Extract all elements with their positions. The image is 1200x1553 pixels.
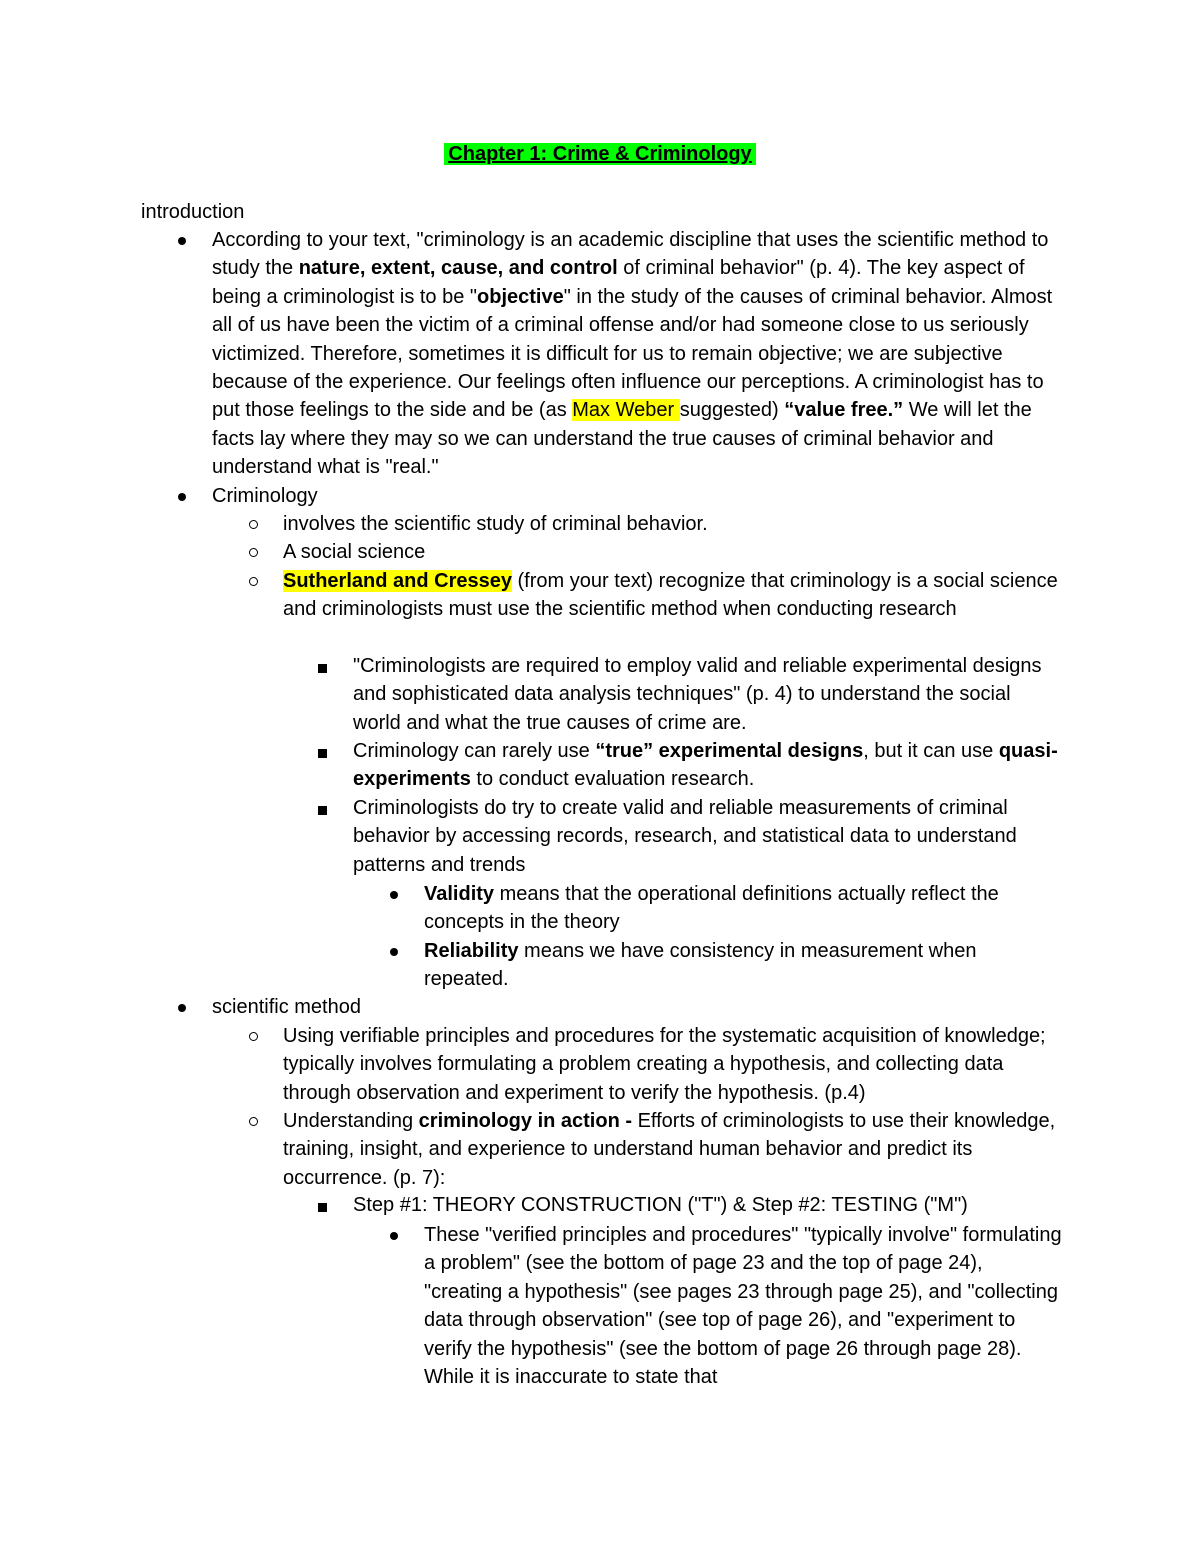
bullet-square [318, 806, 327, 815]
sq2-text: to conduct evaluation research. [470, 768, 755, 791]
chapter-title [0, 140, 1200, 168]
bold-criminology-in-action: criminology in action - [418, 1110, 638, 1132]
validity-text: means that the operational definitions actually reflect the concepts in the theory [424, 883, 999, 934]
bullet-dot [178, 1004, 186, 1012]
bullet-square [318, 664, 327, 673]
highlight-max-weber: Max Weber [572, 399, 680, 422]
bold-reliability: Reliability [424, 940, 519, 962]
criminology-sq2 [353, 737, 1063, 794]
bullet-dot [390, 948, 398, 956]
bullet-square [318, 749, 327, 758]
chapter-title-text: Chapter 1: Crime & Criminology [444, 143, 755, 165]
scientific-sub2 [283, 1107, 1063, 1192]
bold-validity: Validity [424, 883, 495, 905]
intro-text: We will let the facts lay where they may so we can understand the true causes of criminal behavior and understand what is "real." [212, 399, 1032, 479]
bullet-dot [178, 493, 186, 501]
criminology-sq3: Criminologists do try to create valid and reliable measurements of criminal behavior by accessing records, research, and statistical data to understand patterns and trends [353, 797, 1017, 876]
sub2-text: Efforts of criminologists to use their knowledge, training, insight, and experience to understand human behavior and predict its occurrence. (p. 7): [283, 1110, 1056, 1189]
bullet-circle [249, 577, 258, 586]
intro-text: According to your text, "criminology is an academic discipline that uses the scientific method to study the [212, 229, 1049, 280]
bullet-dot [390, 891, 398, 899]
intro-bold-nature: nature, extent, cause, and control [298, 257, 618, 280]
bullet-circle [249, 1117, 258, 1126]
bullet-circle [249, 548, 258, 557]
reliability-text: means we have consistency in measurement when repeated. [424, 940, 977, 991]
bullet-circle [249, 520, 258, 529]
sq2-bold-quasi: quasi-experiments [353, 740, 1058, 791]
bullet-circle [249, 1032, 258, 1041]
section-label-introduction: introduction [141, 201, 245, 223]
intro-bold-value-free: “value free.” [784, 399, 904, 422]
criminology-sub1: involves the scientific study of criminal behavior. [283, 513, 708, 535]
sub2-text: Understanding [283, 1110, 419, 1132]
bullet-dot [178, 237, 186, 245]
scientific-method-label: scientific method [212, 996, 361, 1018]
reliability-item [424, 937, 1064, 994]
criminology-sub2: A social science [283, 541, 426, 563]
sub3-text: (from your text) recognize that criminology is a social science and criminologists must use the scientific method when conducting research [283, 570, 1058, 621]
intro-text: " in the study of the causes of criminal behavior. Almost all of us have been the victim of a criminal offense and/or had someone close to us seriously victimized. Therefore, sometimes it is difficult for us to remain objective; we are subjective because of the experience. Our feelings often influence our perceptions. A criminologist has to put those feelings to the side and be (as [212, 285, 1053, 422]
criminology-sub3 [283, 567, 1063, 624]
scientific-sub1: Using verifiable principles and procedures for the systematic acquisition of knowledge; typically involves formulating a problem creating a hypothesis, and collecting data through observation and experiment to verify the hypothesis. (p.4) [283, 1025, 1046, 1104]
intro-text: suggested) [679, 399, 785, 422]
highlight-sutherland-cressey: Sutherland and Cressey [283, 570, 512, 592]
bullet-dot [390, 1232, 398, 1240]
step-item: Step #1: THEORY CONSTRUCTION ("T") & Step #2: TESTING ("M") [353, 1194, 968, 1216]
criminology-sq1: "Criminologists are required to employ valid and reliable experimental designs and sophisticated data analysis techniques" (p. 4) to understand the social world and what the true causes of crime are. [353, 655, 1042, 734]
sq2-text: , but it can use [863, 740, 999, 762]
bullet-square [318, 1203, 327, 1212]
intro-text: of criminal behavior" (p. 4). The key aspect of being a criminologist is to be " [212, 257, 1025, 308]
sq2-text: Criminology can rarely use [353, 740, 596, 762]
intro-paragraph [212, 226, 1062, 482]
criminology-label: Criminology [212, 485, 318, 507]
verified-principles-item: These "verified principles and procedures" "typically involve" formulating a problem" (see the bottom of page 23 and the top of page 24), "creating a hypothesis" (see pages 23 through page 25), and "collecting data through observation" (see top of page 26), and "experiment to verify the hypothesis" (see the bottom of page 26 through page 28). While it is inaccurate to state that [424, 1224, 1062, 1389]
intro-bold-objective: objective [477, 285, 564, 308]
sq2-bold-true-experimental: “true” experimental designs [595, 740, 864, 762]
validity-item [424, 880, 1064, 937]
